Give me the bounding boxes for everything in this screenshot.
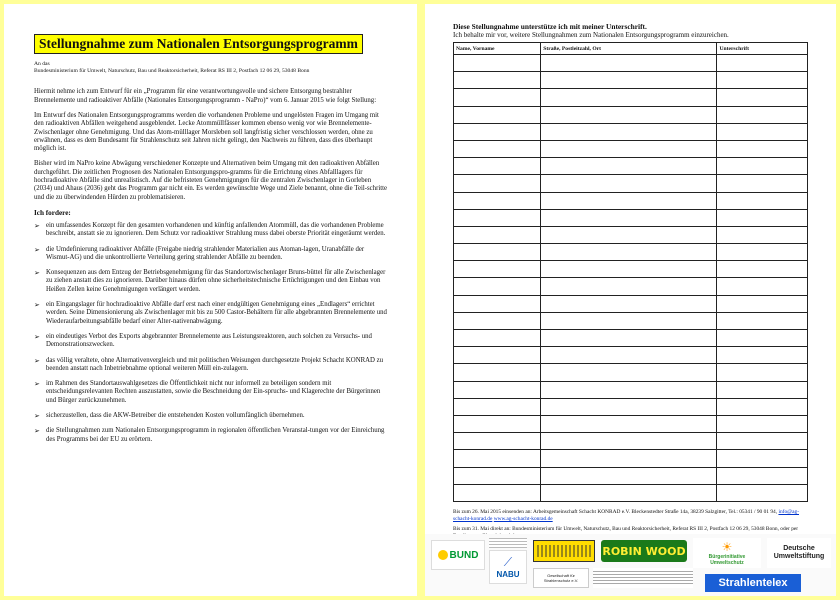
name-cell[interactable] — [454, 158, 541, 175]
email-link[interactable]: info@ag-schacht-konrad.de — [453, 508, 799, 522]
signature-cell[interactable] — [717, 364, 808, 381]
signature-cell[interactable] — [717, 433, 808, 450]
signature-row — [454, 364, 808, 381]
name-cell[interactable] — [454, 55, 541, 72]
address-cell[interactable] — [541, 123, 717, 140]
address-cell[interactable] — [541, 175, 717, 192]
deutsche-umweltstiftung-logo: Deutsche Umweltstiftung — [767, 538, 831, 568]
name-cell[interactable] — [454, 433, 541, 450]
address-cell[interactable] — [541, 140, 717, 157]
demand-item: ➢ das völlig veraltete, ohne Alternativenvergleich und mit politischen Weisungen durchgesetzte Projekt Schacht KONRAD zu beenden anstatt nach Inbetriebnahme optional weiteren Müll ein-zulagern. — [34, 356, 384, 372]
signature-row — [454, 484, 808, 501]
arrow-bullet-icon: ➢ — [34, 356, 40, 365]
name-cell[interactable] — [454, 123, 541, 140]
signature-row — [454, 467, 808, 484]
signature-cell[interactable] — [717, 226, 808, 243]
name-cell[interactable] — [454, 261, 541, 278]
signature-row — [454, 261, 808, 278]
signature-cell[interactable] — [717, 158, 808, 175]
signature-rows — [454, 55, 808, 502]
name-cell[interactable] — [454, 89, 541, 106]
strahlentelex-logo: Strahlentelex — [705, 574, 801, 592]
mailing-note-ministry: Bis zum 31. Mai direkt an: Bundesministerium für Umwelt, Naturschutz, Bau und Reaktorsicherheit, Referat RS III 2, Postfach 12 06 29, 53048 Bonn, oder per — [453, 525, 799, 532]
address-cell[interactable] — [541, 106, 717, 123]
demand-item: ➢ die Umdefinierung radioaktiver Abfälle (Freigabe niedrig strahlender Materialien aus Atoman-lagen, Uranabfälle der Wismut-AG) und die unkontrollierte Verteilung gering strahlender Abfälle zu beenden. — [34, 245, 365, 261]
signature-cell[interactable] — [717, 261, 808, 278]
signature-cell[interactable] — [717, 398, 808, 415]
signature-row — [454, 398, 808, 415]
gesellschaft-logo: Gesellschaft für Strahlenschutz e.V. — [533, 568, 589, 588]
address-line: Bundesministerium für Umwelt, Naturschutz, Bau und Reaktorsicherheit, Referat RS III 2, Postfach 12 06 29, 53048 Bonn — [34, 68, 310, 75]
signature-row — [454, 347, 808, 364]
signature-row — [454, 209, 808, 226]
signature-row — [454, 140, 808, 157]
name-cell[interactable] — [454, 295, 541, 312]
signature-cell[interactable] — [717, 347, 808, 364]
small-org-logo — [489, 538, 527, 548]
signature-row — [454, 175, 808, 192]
address-cell[interactable] — [541, 295, 717, 312]
name-cell[interactable] — [454, 244, 541, 261]
signature-cell[interactable] — [717, 381, 808, 398]
signature-cell[interactable] — [717, 450, 808, 467]
address-cell[interactable] — [541, 450, 717, 467]
signature-cell[interactable] — [717, 467, 808, 484]
signature-row — [454, 330, 808, 347]
demand-item: ➢ ein eindeutiges Verbot des Exports abgebrannter Brennelemente aus Leistungsreaktoren, auch solchen zu Versuchs- und Demonstrationszwecken. — [34, 332, 372, 349]
signature-heading: Diese Stellungnahme unterstütze ich mit meiner Unterschrift. — [453, 22, 647, 31]
signature-cell[interactable] — [717, 140, 808, 157]
signature-row — [454, 192, 808, 209]
signature-row — [454, 433, 808, 450]
signature-row — [454, 244, 808, 261]
signature-cell[interactable] — [717, 72, 808, 89]
nabu-logo: ⟋ NABU — [489, 550, 527, 584]
demand-item: ➢ im Rahmen des Standortauswahlgesetzes die Öffentlichkeit nicht nur informell zu beteiligen sondern mit entscheidungsrelevanten Rechten auszustatten, sowie die Beschneidung der Ein-spruchs- und Klagerechte der Bürgerinnen und Bürger zurückzunehmen. — [34, 380, 381, 404]
name-cell[interactable] — [454, 381, 541, 398]
signature-cell[interactable] — [717, 175, 808, 192]
body-paragraph: Bisher wird im NaPro keine Abwägung verschiedener Konzepte und Alternativen beim Umgang mit den radioaktiven Abfällen durchgeführt. Die zeitlichen Prognosen des Nationalen Entsorgungspro-gramms für die Errichtung eines Abfalllagers für hochradioaktive Abfälle sind unrealistisch. Auf die befristeten Genehmigungen für die zentralen Zwischenlager in Gorleben (2034) und Ahaus (2036) geht das Programm gar nicht ein. Es werden gewünschte Wege und Ziele benannt, ohne die Teil-schritte und die zu überwindenden Hürden zu problematisieren. — [34, 160, 388, 201]
buergerinitiative-logo: ☀ Bürgerinitiative Umweltschutz — [693, 538, 761, 568]
signature-page — [425, 4, 836, 596]
address-cell[interactable] — [541, 312, 717, 329]
arrow-bullet-icon: ➢ — [34, 412, 40, 421]
stork-icon: ⟋ — [503, 555, 513, 569]
signature-row — [454, 450, 808, 467]
website-link[interactable]: www.ag-schacht-konrad.de — [493, 515, 553, 522]
page-title: Stellungnahme zum Nationalen Entsorgungsprogramm — [34, 34, 363, 54]
address-cell[interactable] — [541, 261, 717, 278]
name-cell[interactable] — [454, 484, 541, 501]
address-cell[interactable] — [541, 381, 717, 398]
arrow-bullet-icon: ➢ — [34, 221, 40, 230]
name-cell[interactable] — [454, 192, 541, 209]
recipient-address — [34, 61, 387, 75]
signature-subheading: Ich behalte mir vor, weitere Stellungnahmen zum Nationalen Entsorgungsprogramm einzureichen. — [453, 31, 729, 39]
demand-item: ➢ ein umfassendes Konzept für den gesamten vorhandenen und künftig anfallenden Atommüll, das die vorhandenen Probleme beschreibt, anstatt sie zu ignorieren. Dem Schutz vor radioaktiver Strahlung muss dabei oberste Priorität eingeräumt werden. — [34, 221, 386, 238]
address-line: An das — [34, 61, 50, 67]
name-cell[interactable] — [454, 209, 541, 226]
address-cell[interactable] — [541, 330, 717, 347]
signature-row — [454, 295, 808, 312]
signature-cell[interactable] — [717, 89, 808, 106]
demand-item: ➢ die Stellungnahmen zum Nationalen Entsorgungsprogramm in regionalen öffentlichen Veranstal-tungen vor der Einreichung des Programms bei der EU zu erörtern. — [34, 427, 385, 443]
arrow-bullet-icon: ➢ — [34, 245, 40, 254]
address-cell[interactable] — [541, 55, 717, 72]
address-cell[interactable] — [541, 209, 717, 226]
name-cell[interactable] — [454, 330, 541, 347]
signature-row — [454, 381, 808, 398]
signature-row — [454, 106, 808, 123]
signature-cell[interactable] — [717, 106, 808, 123]
mailing-note-konrad: Bis zum 26. Mai 2015 einsenden an: Arbeitsgemeinschaft Schacht KONRAD e.V. Bleckenstedter Straße 14a, 38239 Salzgitter, Tel.: 05341 / 90 01 94, info@ag-schacht-konrad.de www.ag-schacht-konrad.de — [453, 508, 799, 522]
demand-item: ➢ Konsequenzen aus dem Entzug der Betriebsgenehmigung für das Standortzwischenlager Bruns-büttel für alle Zwischenlager zu ziehen anstatt dies zu ignorieren. Darüber hinaus dürfen ohne sicherheitstechnische Ertüchtigungen und den Einbau von Heißen Zellen keine Genehmigungen verlängert werden. — [34, 269, 386, 293]
name-cell[interactable] — [454, 278, 541, 295]
signature-cell[interactable] — [717, 192, 808, 209]
arrow-bullet-icon: ➢ — [34, 380, 40, 389]
name-cell[interactable] — [454, 175, 541, 192]
name-cell[interactable] — [454, 398, 541, 415]
address-cell[interactable] — [541, 484, 717, 501]
signature-cell[interactable] — [717, 244, 808, 261]
signature-cell[interactable] — [717, 123, 808, 140]
demands-list — [34, 222, 387, 444]
arrow-bullet-icon: ➢ — [34, 332, 40, 341]
sun-icon: ☀ — [721, 540, 733, 554]
signature-cell[interactable] — [717, 209, 808, 226]
body-paragraph: Im Entwurf des Nationalen Entsorgungsprogramms werden die vorhandenen Probleme und ungelösten Fragen im Umgang mit den radioaktiven Abfällen weitgehend ausgeblendet. Lecke Atommüllfässer kommen ebenso wenig vor wie Brennelemente-Zwischenlager ohne Genehmigung. Und das Atom-mülllager Morsleben soll langfristig sicher verschlossen werden, ohne zu erwähnen, dass es dem Bundesamt für Strahlenschutz seit Jahren nicht gelingt, den Nachweis zu führen, dass dies überhaupt möglich ist. — [34, 112, 379, 153]
address-cell[interactable] — [541, 278, 717, 295]
ippnw-logo — [593, 568, 693, 588]
signature-cell[interactable] — [717, 55, 808, 72]
arrow-bullet-icon: ➢ — [34, 427, 40, 436]
name-cell[interactable] — [454, 450, 541, 467]
name-cell[interactable] — [454, 364, 541, 381]
signature-row — [454, 278, 808, 295]
address-cell[interactable] — [541, 72, 717, 89]
signature-cell[interactable] — [717, 484, 808, 501]
address-cell[interactable] — [541, 244, 717, 261]
signature-cell[interactable] — [717, 330, 808, 347]
signature-cell[interactable] — [717, 312, 808, 329]
signature-table — [453, 42, 808, 502]
signature-row — [454, 55, 808, 72]
sunflower-icon — [438, 550, 448, 560]
signature-row — [454, 158, 808, 175]
name-cell[interactable] — [454, 226, 541, 243]
signature-cell[interactable] — [717, 415, 808, 432]
demand-item: ➢ ein Eingangslager für hochradioaktive Abfälle darf erst nach einer endgültigen Genehmigung eines „Endlagers“ errichtet werden. Seine Dimensionierung als Zwischenlager mit bis zu 500 Castor-Behältern für alle abgebrannten Brennelemente und Wiederaufarbeitungsabfälle bedarf einer Alter-nativenabwägung. — [34, 301, 387, 325]
name-cell[interactable] — [454, 415, 541, 432]
name-cell[interactable] — [454, 312, 541, 329]
address-cell[interactable] — [541, 398, 717, 415]
address-cell[interactable] — [541, 415, 717, 432]
address-cell[interactable] — [541, 467, 717, 484]
bund-logo: BUND — [431, 540, 485, 570]
address-cell[interactable] — [541, 226, 717, 243]
column-header-signature: Unterschrift — [717, 43, 808, 55]
intro-paragraph: Hiermit nehme ich zum Entwurf für ein „Programm für eine verantwortungsvolle und sichere Entsorgung bestrahlter Brennelemente und radioaktiver Abfälle (Nationales Entsorgungsprogramm - NaPro)“ vom 6. Januar 2015 wie folgt Stellung: — [34, 88, 377, 104]
demand-item: ➢ sicherzustellen, dass die AKW-Betreiber die entstehenden Kosten vollumfänglich übernehmen. — [34, 412, 305, 421]
name-cell[interactable] — [454, 106, 541, 123]
name-cell[interactable] — [454, 140, 541, 157]
name-cell[interactable] — [454, 72, 541, 89]
signature-cell[interactable] — [717, 278, 808, 295]
sponsor-logos — [425, 534, 836, 596]
signature-row — [454, 123, 808, 140]
demands-heading: Ich fordere: — [34, 208, 71, 217]
arrow-bullet-icon: ➢ — [34, 269, 40, 278]
arrow-bullet-icon: ➢ — [34, 301, 40, 310]
address-cell[interactable] — [541, 433, 717, 450]
signature-row — [454, 415, 808, 432]
address-cell[interactable] — [541, 364, 717, 381]
column-header-name: Name, Vorname — [454, 43, 541, 55]
table-header-row — [454, 43, 808, 55]
signature-row — [454, 312, 808, 329]
address-cell[interactable] — [541, 158, 717, 175]
address-cell[interactable] — [541, 89, 717, 106]
statement-page — [4, 4, 417, 596]
name-cell[interactable] — [454, 347, 541, 364]
address-cell[interactable] — [541, 192, 717, 209]
name-cell[interactable] — [454, 467, 541, 484]
signature-row — [454, 89, 808, 106]
signature-cell[interactable] — [717, 295, 808, 312]
robin-wood-logo: ROBIN WOOD — [601, 540, 687, 562]
initiative-banner-logo — [533, 540, 595, 562]
signature-row — [454, 72, 808, 89]
address-cell[interactable] — [541, 347, 717, 364]
column-header-address: Straße, Postleitzahl, Ort — [541, 43, 717, 55]
signature-row — [454, 226, 808, 243]
